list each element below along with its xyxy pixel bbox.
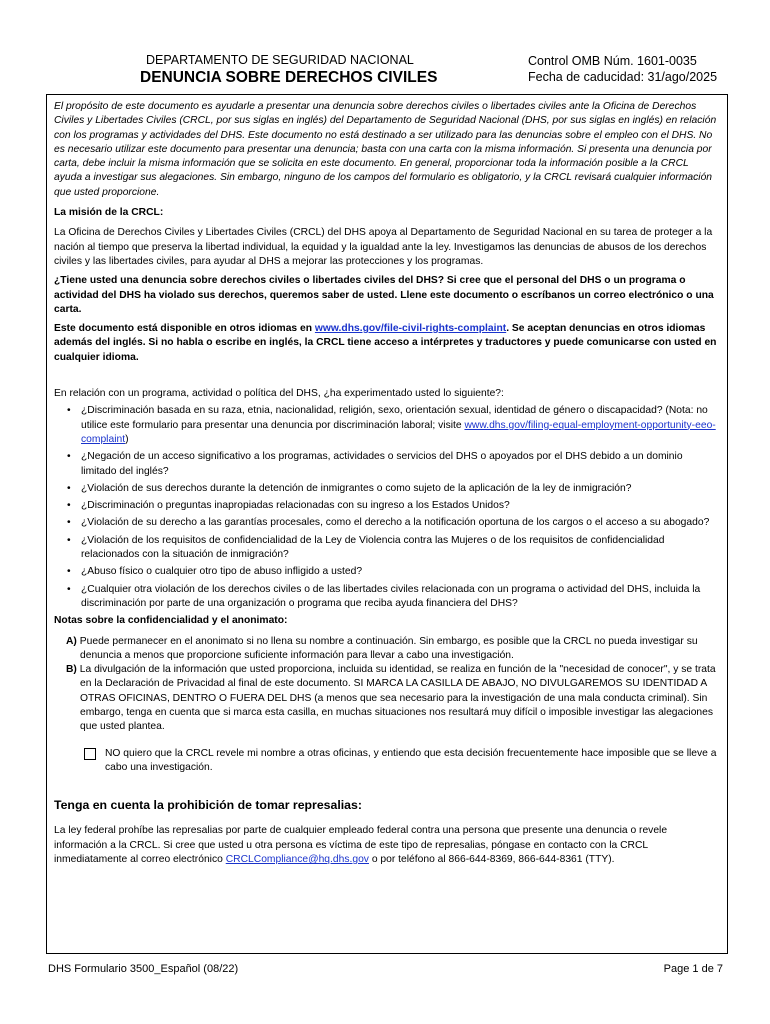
list-item: • ¿Discriminación o preguntas inapropiadas relacionadas con su ingreso a los Estados Unidos? <box>66 499 717 513</box>
list-item: • ¿Negación de un acceso significativo a los programas, actividades o servicios del DHS o apoyados por el DHS debido a un dominio limitado del inglés? <box>66 450 717 479</box>
list-item: • ¿Violación de los requisitos de confidencialidad de la Ley de Violencia contra las Mujeres o de los requisitos de confidencialidad relacionados con la situación de inmigración? <box>66 534 717 563</box>
file-complaint-link[interactable]: www.dhs.gov/file-civil-rights-complaint <box>314 323 507 335</box>
note-b-text: La divulgación de la información que usted proporciona, incluida su identidad, se realiza en función de la "necesidad de conocer", y se trata en la Declaración de Privacidad al final de este documento. SI MARCA LA CASILLA DE ABAJO, NO DIVULGAREMOS SU IDENTIDAD A OTRAS OFICINAS, DENTRO O FUERA DEL DHS (a menos que sea necesario para la investigación de una mala conducta criminal). Sin embargo, tenga en cuenta que si marca esta casilla, en muchas situaciones nos resultará muy difícil o imposible investigar las alegaciones que usted plantea. <box>79 664 716 733</box>
list-item: • ¿Violación de sus derechos durante la detención de inmigrantes o como sujeto de la aplicación de la ley de inmigración? <box>66 482 717 496</box>
eeo-complaint-link[interactable]: www.dhs.gov/filing-equal-employment-opportunity-eeo-complaint <box>81 419 716 445</box>
note-b <box>66 663 717 734</box>
list-item <box>66 404 717 447</box>
list-item-text-end: ) <box>125 433 129 445</box>
department-name: DEPARTAMENTO DE SEGURIDAD NACIONAL <box>146 53 414 67</box>
mission-text: La Oficina de Derechos Civiles y Libertades Civiles (CRCL) del DHS apoya al Departamento de Seguridad Nacional en su tarea de proteger a la nación al tiempo que preserva la libertad individual, la equidad y la igualdad ante la ley. Investigamos las denuncias de abusos de los derechos civiles y las libertades civiles, para ayudar al DHS a mejorar las protecciones y los programas. <box>54 227 713 267</box>
form-content-box <box>46 94 728 954</box>
confidentiality-heading: Notas sobre la confidencialidad y el anonimato: <box>54 615 288 627</box>
form-id: DHS Formulario 3500_Español (08/22) <box>48 963 239 975</box>
experience-question: En relación con un programa, actividad o política del DHS, ¿ha experimentado usted lo siguiente?: <box>54 388 504 400</box>
retaliation-heading: Tenga en cuenta la prohibición de tomar represalias: <box>54 798 362 813</box>
list-item: • ¿Abuso físico o cualquier otro tipo de abuso infligido a usted? <box>66 565 717 579</box>
languages-text-after: . Se aceptan denuncias en otros idiomas además del inglés. Si no habla o escribe en inglés, la CRCL tiene acceso a intérpretes y traductores y puede comunicarse con usted en cualquier idioma. <box>54 323 717 363</box>
list-item: • ¿Cualquier otra violación de los derechos civiles o de las libertades civiles relacionada con un programa o actividad del DHS, incluida la discriminación por parte de una organización o programa que reciba ayuda financiera del DHS? <box>66 583 717 612</box>
list-item: • ¿Violación de su derecho a las garantías procesales, como el derecho a la notificación oportuna de los cargos o el acceso a su abogado? <box>66 516 717 530</box>
crcl-email-link[interactable]: CRCLCompliance@hq.dhs.gov <box>225 854 369 866</box>
experience-list <box>54 404 717 611</box>
expiration-date: Fecha de caducidad: 31/ago/2025 <box>528 70 718 84</box>
retaliation-text-before: La ley federal prohíbe las represalias por parte de cualquier empleado federal contra una persona que presente una denuncia o revele información a la CRCL. Si cree que usted u otra persona es víctima de este tipo de represalias, póngase en contacto con la CRCL inmediatamente al correo electrónico <box>54 825 668 866</box>
anonymity-checkbox[interactable] <box>84 748 96 760</box>
form-header <box>48 50 728 94</box>
mission-heading: La misión de la CRCL: <box>54 207 164 219</box>
retaliation-text-after: o por teléfono al 866-644-8369, 866-644-8361 (TTY). <box>368 854 615 866</box>
confidentiality-notes <box>66 635 717 735</box>
languages-paragraph <box>54 322 717 365</box>
intro-paragraph: El propósito de este documento es ayudarle a presentar una denuncia sobre derechos civiles o libertades civiles ante la Oficina de Derechos Civiles y Libertades Civiles (CRCL, por sus siglas en inglés) del Departamento de Seguridad Nacional (DHS, por sus siglas en inglés) en relación con los programas y actividades del DHS. Este documento no está destinado a ser utilizado para las denuncias sobre el empleo con el DHS. No es necesario utilizar este documento para presentar una denuncia; basta con una carta con la misma información. Si presenta una denuncia por carta, debe incluir la misma información que se solicita en este documento. En general, proporcionar toda la información posible a la CRCL ayuda a investigar sus alegaciones. Sin embargo, ninguno de los campos del formulario es obligatorio, y la CRCL revisará cualquier información que usted proporcione. <box>54 101 717 198</box>
note-a-text: Puede permanecer en el anonimato si no llena su nombre a continuación. Sin embargo, es posible que la CRCL no pueda investigar su denuncia a menos que proporcione suficiente información para llevar a cabo una investigación. <box>79 635 698 661</box>
omb-info <box>528 53 717 85</box>
note-b-label: B) <box>66 664 77 676</box>
list-item-text: ¿Discriminación basada en su raza, etnia, nacionalidad, religión, sexo, orientación sexual, identidad de género o discapacidad? (Nota: no utilice este formulario para presentar una denuncia por discriminación laboral; visite <box>81 405 708 431</box>
retaliation-text <box>54 824 717 867</box>
complaint-call-paragraph: ¿Tiene usted una denuncia sobre derechos civiles o libertades civiles del DHS? Si cree que el personal del DHS o un programa o actividad del DHS ha violado sus derechos, queremos saber de usted. Llene este documento o escríbanos un correo electrónico o una carta. <box>54 275 714 315</box>
languages-text-before: Este documento está disponible en otros idiomas en <box>54 323 315 335</box>
page-number: Page 1 de 7 <box>663 963 723 975</box>
omb-control-number: Control OMB Núm. 1601-0035 <box>528 54 697 68</box>
note-a <box>66 635 717 664</box>
anonymity-checkbox-label: NO quiero que la CRCL revele mi nombre a otras oficinas, y entiendo que esta decisión frecuentemente hace imposible que se lleve a cabo una investigación. <box>105 747 717 773</box>
anonymity-checkbox-row[interactable] <box>84 747 717 776</box>
note-a-label: A) <box>66 635 77 647</box>
form-title: DENUNCIA SOBRE DERECHOS CIVILES <box>140 69 438 86</box>
